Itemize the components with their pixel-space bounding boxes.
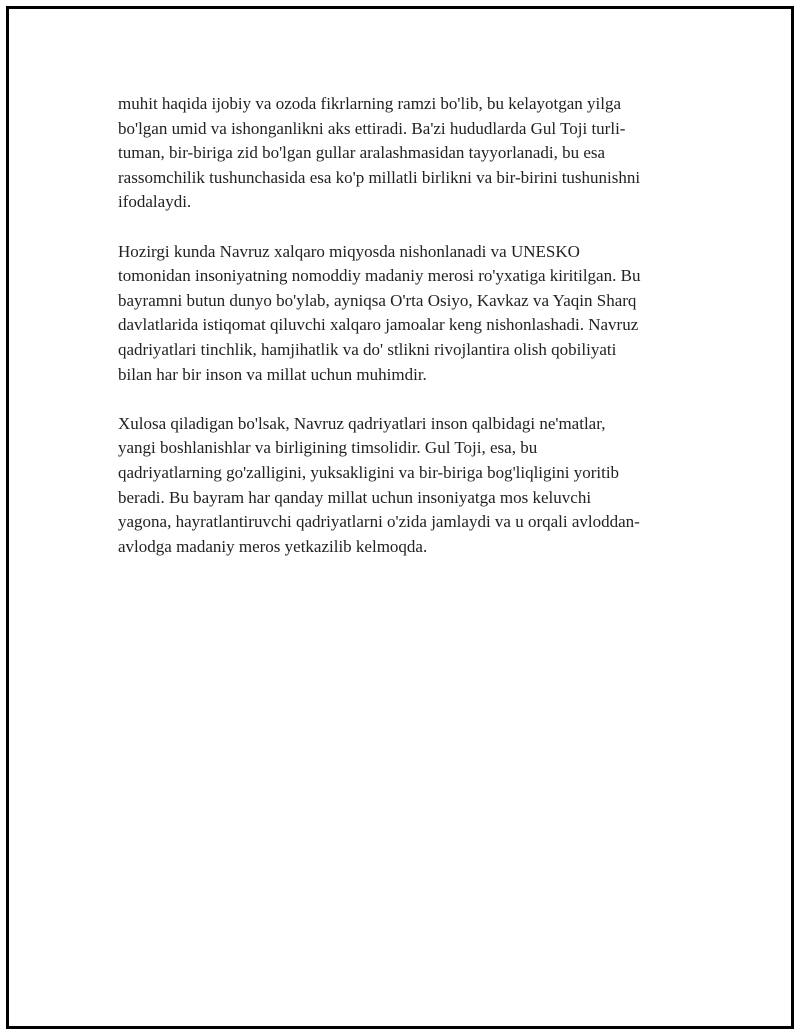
text-line: qadriyatlarning go'zalligini, yuksakligini va bir-biriga bog'liqligini yoritib xyxy=(118,462,620,482)
text-line: yagona, hayratlantiruvchi qadriyatlarni o'zida jamlaydi va u orqali avloddan- xyxy=(118,512,640,532)
text-line: beradi. Bu bayram har qanday millat uchun insoniyatga mos keluvchi xyxy=(118,487,592,507)
paragraph-3 xyxy=(118,412,690,560)
text-line: bayramni butun dunyo bo'ylab, ayniqsa O'rta Osiyo, Kavkaz va Yaqin Sharq xyxy=(118,290,637,310)
paragraph-1 xyxy=(118,92,690,215)
text-line: davlatlarida istiqomat qiluvchi xalqaro jamoalar keng nishonlashadi. Navruz xyxy=(118,315,639,335)
document-body xyxy=(118,92,690,584)
text-line: bo'lgan umid va ishonganlikni aks ettiradi. Ba'zi hududlarda Gul Toji turli- xyxy=(118,118,626,138)
text-line: rassomchilik tushunchasida esa ko'p millatli birlikni va bir-birini tushunishni xyxy=(118,167,641,187)
text-line: muhit haqida ijobiy va ozoda fikrlarning ramzi bo'lib, bu kelayotgan yilga xyxy=(118,94,622,113)
text-line: yangi boshlanishlar va birligining timsolidir. Gul Toji, esa, bu xyxy=(118,438,538,458)
text-line: tomonidan insoniyatning nomoddiy madaniy merosi ro'yxatiga kiritilgan. Bu xyxy=(118,266,641,286)
text-line: Xulosa qiladigan bo'lsak, Navruz qadriyatlari inson qalbidagi ne'matlar, xyxy=(118,413,606,433)
text-line: Hozirgi kunda Navruz xalqaro miqyosda nishonlanadi va UNESKO xyxy=(118,241,580,261)
text-line: tuman, bir-biriga zid bo'lgan gullar aralashmasidan tayyorlanadi, bu esa xyxy=(118,143,606,163)
text-line: qadriyatlari tinchlik, hamjihatlik va do' stlikni rivojlantira olish qobiliyati xyxy=(118,339,617,359)
text-line: avlodga madaniy meros yetkazilib kelmoqda. xyxy=(118,536,428,556)
text-line: bilan har bir inson va millat uchun muhimdir. xyxy=(118,364,427,384)
text-line: ifodalaydi. xyxy=(118,192,192,212)
paragraph-2 xyxy=(118,240,690,388)
